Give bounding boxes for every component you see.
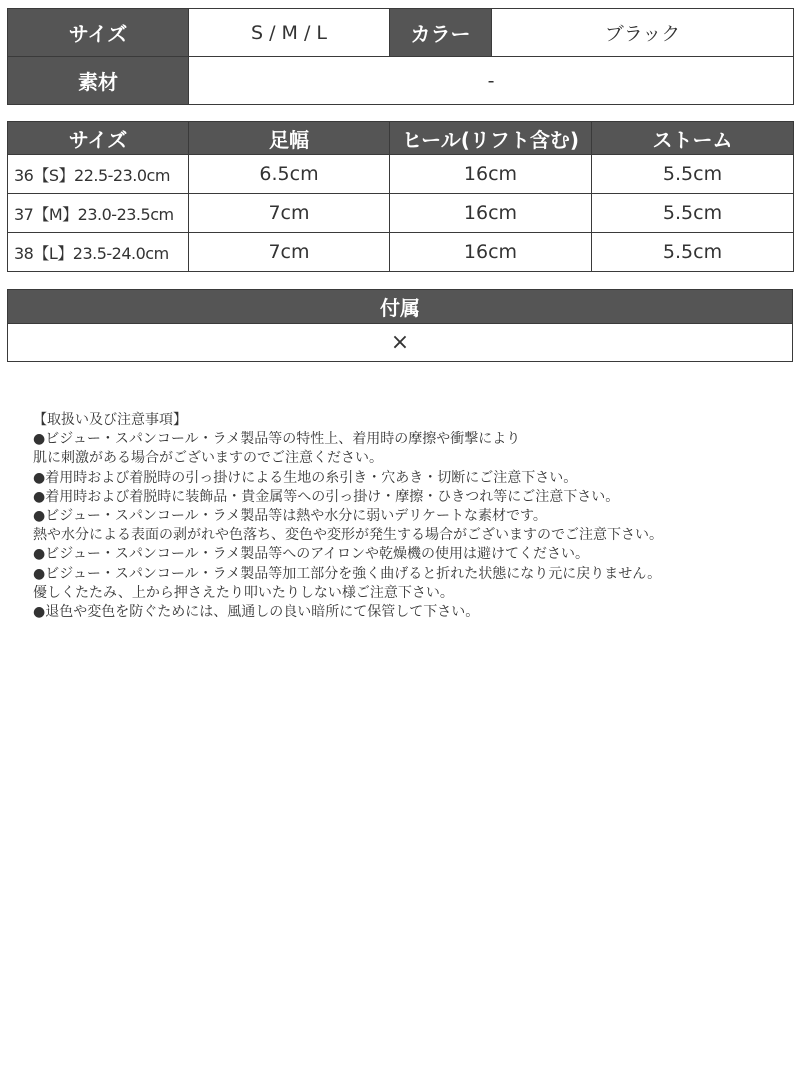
table-row xyxy=(8,155,794,194)
color-value: ブラック xyxy=(492,9,794,57)
note-line: ●ビジュー・スパンコール・ラメ製品等の特性上、着用時の摩擦や衝撃により xyxy=(33,431,521,448)
note-line: 肌に刺激がある場合がございますのでご注意ください。 xyxy=(33,450,383,467)
basic-info-table xyxy=(7,8,794,105)
heel-cell: 16cm xyxy=(390,233,592,272)
note-line: ●着用時および着脱時の引っ掛けによる生地の糸引き・穴あき・切断にご注意下さい。 xyxy=(33,469,578,486)
header-size: サイズ xyxy=(8,122,189,155)
foot-width-cell: 7cm xyxy=(189,233,390,272)
accessory-label: 付属 xyxy=(8,290,793,324)
accessory-table xyxy=(7,289,793,362)
size-label: サイズ xyxy=(8,9,189,57)
note-line: ●着用時および着脱時に装飾品・貴金属等への引っ掛け・摩擦・ひきつれ等にご注意下さい。 xyxy=(33,488,620,505)
note-line: ●退色や変色を防ぐためには、風通しの良い暗所にて保管して下さい。 xyxy=(33,604,480,621)
note-line: ●ビジュー・スパンコール・ラメ製品等は熱や水分に弱いデリケートな素材です。 xyxy=(33,508,547,525)
table-row xyxy=(8,194,794,233)
size-cell: 37【M】23.0-23.5cm xyxy=(8,194,189,233)
table-row xyxy=(8,233,794,272)
color-label: カラー xyxy=(390,9,492,57)
care-notes xyxy=(33,411,793,622)
foot-width-cell: 6.5cm xyxy=(189,155,390,194)
note-line: ●ビジュー・スパンコール・ラメ製品等加工部分を強く曲げると折れた状態になり元に戻りません。 xyxy=(33,565,662,582)
heel-cell: 16cm xyxy=(390,194,592,233)
size-value: S / M / L xyxy=(189,9,390,57)
platform-cell: 5.5cm xyxy=(592,194,794,233)
platform-cell: 5.5cm xyxy=(592,233,794,272)
size-color-row xyxy=(8,9,794,57)
note-line: ●ビジュー・スパンコール・ラメ製品等へのアイロンや乾燥機の使用は避けてください。 xyxy=(33,546,589,563)
note-line: 優しくたたみ、上から押さえたり叩いたりしない様ご注意下さい。 xyxy=(33,584,454,601)
note-line: 熱や水分による表面の剥がれや色落ち、変色や変形が発生する場合がございますのでご注意下さい。 xyxy=(33,527,663,544)
header-foot-width: 足幅 xyxy=(189,122,390,155)
size-chart-header-row xyxy=(8,122,794,155)
accessory-header-row xyxy=(8,290,793,324)
accessory-value-row xyxy=(8,324,793,362)
accessory-value: × xyxy=(8,324,793,362)
header-platform: ストーム xyxy=(592,122,794,155)
foot-width-cell: 7cm xyxy=(189,194,390,233)
material-row xyxy=(8,57,794,105)
notes-heading: 【取扱い及び注意事項】 xyxy=(33,412,187,428)
size-chart-table xyxy=(7,121,794,272)
size-cell: 38【L】23.5-24.0cm xyxy=(8,233,189,272)
size-cell: 36【S】22.5-23.0cm xyxy=(8,155,189,194)
heel-cell: 16cm xyxy=(390,155,592,194)
material-label: 素材 xyxy=(8,57,189,105)
header-heel-height: ヒール(リフト含む) xyxy=(390,122,592,155)
material-value: - xyxy=(189,57,794,105)
platform-cell: 5.5cm xyxy=(592,155,794,194)
